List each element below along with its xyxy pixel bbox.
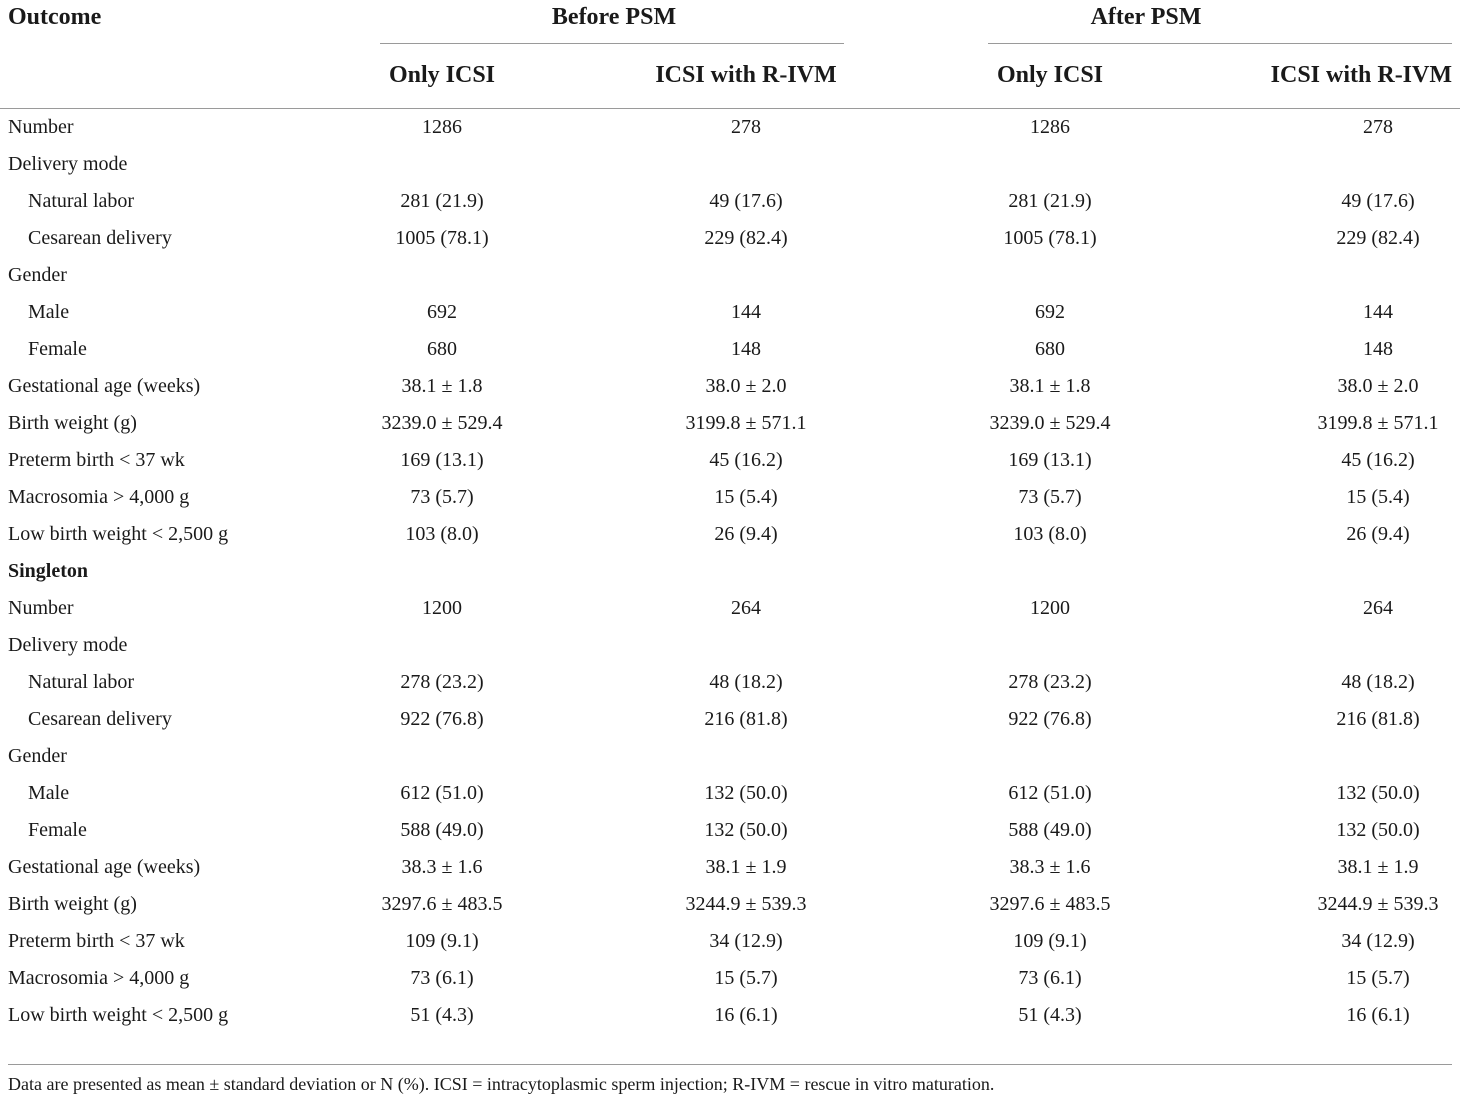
- table-cell: [290, 738, 594, 775]
- table-cell: 73 (6.1): [410, 967, 474, 989]
- table-row: [0, 294, 1460, 331]
- table-row: [0, 516, 1460, 553]
- table-cell: 51 (4.3): [410, 1004, 474, 1026]
- table-cell: 38.1 ± 1.9: [1337, 856, 1419, 878]
- before-psm-rule: [380, 43, 844, 44]
- table-header: [0, 0, 1460, 109]
- row-label: Number: [8, 116, 74, 138]
- table-cell: 264: [1363, 597, 1393, 619]
- table-row: [0, 701, 1460, 738]
- table-cell: [898, 146, 1202, 183]
- table-row: [0, 405, 1460, 442]
- table-cell: 132 (50.0): [1336, 782, 1420, 804]
- row-label: Female: [28, 338, 87, 360]
- table-cell: 588 (49.0): [1008, 819, 1092, 841]
- table-cell: 15 (5.7): [714, 967, 778, 989]
- table-cell: [1249, 627, 1460, 664]
- table-cell: 3199.8 ± 571.1: [1317, 412, 1439, 434]
- col-header-before-only-icsi: Only ICSI: [290, 42, 594, 109]
- table-cell: [594, 257, 898, 294]
- table-row: [0, 220, 1460, 257]
- row-label: Birth weight (g): [8, 412, 137, 434]
- header-column-row: [0, 42, 1460, 109]
- row-label: Gestational age (weeks): [8, 375, 201, 397]
- table-row: [0, 553, 1460, 590]
- table-cell: 132 (50.0): [704, 782, 788, 804]
- table-row: [0, 109, 1460, 147]
- table-cell: 1005 (78.1): [1003, 227, 1097, 249]
- table-cell: 148: [1363, 338, 1393, 360]
- table-cell: 38.3 ± 1.6: [401, 856, 483, 878]
- table-cell: [898, 627, 1202, 664]
- table-row: [0, 183, 1460, 220]
- table-cell: 132 (50.0): [704, 819, 788, 841]
- table-cell: 48 (18.2): [1341, 671, 1415, 693]
- table-cell: 26 (9.4): [1346, 523, 1410, 545]
- table-row: [0, 775, 1460, 812]
- table-cell: 45 (16.2): [709, 449, 783, 471]
- row-label: Gender: [8, 745, 67, 767]
- table-cell: [1249, 146, 1460, 183]
- table-cell: 3239.0 ± 529.4: [989, 412, 1111, 434]
- table-cell: [290, 146, 594, 183]
- before-psm-label: Before PSM: [551, 4, 677, 30]
- table-cell: 15 (5.7): [1346, 967, 1410, 989]
- table-cell: 3244.9 ± 539.3: [685, 893, 807, 915]
- table-cell: 692: [1035, 301, 1065, 323]
- row-label: Cesarean delivery: [28, 227, 172, 249]
- table-cell: 588 (49.0): [400, 819, 484, 841]
- table-cell: 34 (12.9): [709, 930, 783, 952]
- table-body: [0, 109, 1460, 1035]
- table-row: [0, 960, 1460, 997]
- table-cell: 3199.8 ± 571.1: [685, 412, 807, 434]
- table-cell: [594, 738, 898, 775]
- row-label: Delivery mode: [8, 634, 128, 656]
- table-cell: 38.0 ± 2.0: [1337, 375, 1419, 397]
- table-cell: [898, 553, 1202, 590]
- table-row: [0, 997, 1460, 1034]
- table-cell: 3244.9 ± 539.3: [1317, 893, 1439, 915]
- table-cell: 278: [731, 116, 761, 138]
- table-cell: [1249, 553, 1460, 590]
- table-cell: 16 (6.1): [714, 1004, 778, 1026]
- table-cell: 278 (23.2): [1008, 671, 1092, 693]
- table-cell: 281 (21.9): [1008, 190, 1092, 212]
- table-cell: 278 (23.2): [400, 671, 484, 693]
- row-label: Gender: [8, 264, 67, 286]
- table-cell: 109 (9.1): [1013, 930, 1087, 952]
- table-row: [0, 738, 1460, 775]
- table-row: [0, 479, 1460, 516]
- outcome-header-spacer: [0, 42, 290, 109]
- table-cell: [594, 553, 898, 590]
- table-row: [0, 849, 1460, 886]
- col-header-before-icsi-rivm: ICSI with R-IVM: [594, 42, 898, 109]
- table-cell: 15 (5.4): [1346, 486, 1410, 508]
- before-psm-group-header: [290, 0, 898, 42]
- table-cell: 922 (76.8): [400, 708, 484, 730]
- table-cell: 48 (18.2): [709, 671, 783, 693]
- after-psm-rule: [988, 43, 1452, 44]
- table-row: [0, 590, 1460, 627]
- table-cell: 16 (6.1): [1346, 1004, 1410, 1026]
- table-row: [0, 368, 1460, 405]
- table-row: [0, 812, 1460, 849]
- table-cell: 680: [427, 338, 457, 360]
- table-cell: 49 (17.6): [709, 190, 783, 212]
- row-label: Delivery mode: [8, 153, 128, 175]
- table-cell: 1286: [1030, 116, 1070, 138]
- table-footnote: Data are presented as mean ± standard deviation or N (%). ICSI = intracytoplasmic sperm injection; R-IVM = rescue in vitro maturation.: [8, 1074, 995, 1094]
- row-label: Birth weight (g): [8, 893, 137, 915]
- table-cell: [898, 257, 1202, 294]
- table-cell: 38.1 ± 1.9: [705, 856, 787, 878]
- table-cell: 1200: [1030, 597, 1070, 619]
- table-cell: [594, 146, 898, 183]
- table-cell: 169 (13.1): [400, 449, 484, 471]
- row-label: Male: [28, 301, 70, 323]
- header-group-row: [0, 0, 1460, 42]
- outcome-column-header: Outcome: [8, 4, 102, 30]
- table-cell: 216 (81.8): [704, 708, 788, 730]
- footnote-rule: [8, 1064, 1452, 1065]
- table-cell: 1286: [422, 116, 462, 138]
- table-cell: 264: [731, 597, 761, 619]
- table-cell: 148: [731, 338, 761, 360]
- table-cell: 73 (5.7): [410, 486, 474, 508]
- section-heading: Singleton: [8, 560, 89, 582]
- row-label: Macrosomia > 4,000 g: [8, 967, 190, 989]
- table-cell: 73 (5.7): [1018, 486, 1082, 508]
- row-label: Cesarean delivery: [28, 708, 172, 730]
- table-cell: 38.1 ± 1.8: [1009, 375, 1091, 397]
- table-cell: 229 (82.4): [704, 227, 788, 249]
- row-label: Natural labor: [28, 190, 135, 212]
- table-cell: 73 (6.1): [1018, 967, 1082, 989]
- table-cell: 34 (12.9): [1341, 930, 1415, 952]
- table-row: [0, 923, 1460, 960]
- table-cell: 922 (76.8): [1008, 708, 1092, 730]
- table-row: [0, 664, 1460, 701]
- table-cell: 1200: [422, 597, 462, 619]
- row-label: Number: [8, 597, 74, 619]
- table-cell: 612 (51.0): [400, 782, 484, 804]
- table-cell: 278: [1363, 116, 1393, 138]
- table-cell: [290, 627, 594, 664]
- table-cell: 692: [427, 301, 457, 323]
- table-row: [0, 331, 1460, 368]
- row-label: Natural labor: [28, 671, 135, 693]
- table-row: [0, 627, 1460, 664]
- table-cell: 26 (9.4): [714, 523, 778, 545]
- table-cell: 144: [731, 301, 761, 323]
- table-cell: 281 (21.9): [400, 190, 484, 212]
- row-label: Female: [28, 819, 87, 841]
- row-label: Low birth weight < 2,500 g: [8, 1004, 229, 1026]
- row-label: Male: [28, 782, 70, 804]
- row-label: Preterm birth < 37 wk: [8, 449, 185, 471]
- table-cell: 680: [1035, 338, 1065, 360]
- table-cell: 3239.0 ± 529.4: [381, 412, 503, 434]
- table-row: [0, 257, 1460, 294]
- table-cell: 216 (81.8): [1336, 708, 1420, 730]
- table-cell: [898, 738, 1202, 775]
- row-label: Macrosomia > 4,000 g: [8, 486, 190, 508]
- table-cell: 229 (82.4): [1336, 227, 1420, 249]
- after-psm-label: After PSM: [1090, 4, 1202, 30]
- table-cell: 15 (5.4): [714, 486, 778, 508]
- table-cell: [594, 627, 898, 664]
- table-cell: [290, 257, 594, 294]
- table-cell: 45 (16.2): [1341, 449, 1415, 471]
- table-cell: 103 (8.0): [1013, 523, 1087, 545]
- table-cell: 3297.6 ± 483.5: [381, 893, 503, 915]
- table-cell: 103 (8.0): [405, 523, 479, 545]
- table-cell: 144: [1363, 301, 1393, 323]
- row-label: Preterm birth < 37 wk: [8, 930, 185, 952]
- after-psm-group-header: [898, 0, 1460, 42]
- table-cell: 38.1 ± 1.8: [401, 375, 483, 397]
- table-cell: 3297.6 ± 483.5: [989, 893, 1111, 915]
- table-cell: 169 (13.1): [1008, 449, 1092, 471]
- table-cell: [1249, 738, 1460, 775]
- table-cell: [1249, 257, 1460, 294]
- table-row: [0, 886, 1460, 923]
- table-cell: [290, 553, 594, 590]
- table-cell: 132 (50.0): [1336, 819, 1420, 841]
- table-row: [0, 146, 1460, 183]
- row-label: Gestational age (weeks): [8, 856, 201, 878]
- table-cell: 1005 (78.1): [395, 227, 489, 249]
- table-cell: 51 (4.3): [1018, 1004, 1082, 1026]
- table-cell: 109 (9.1): [405, 930, 479, 952]
- row-label: Low birth weight < 2,500 g: [8, 523, 229, 545]
- table-cell: 38.3 ± 1.6: [1009, 856, 1091, 878]
- col-header-after-only-icsi: Only ICSI: [898, 42, 1202, 109]
- table-row: [0, 442, 1460, 479]
- table-cell: 38.0 ± 2.0: [705, 375, 787, 397]
- table-cell: 49 (17.6): [1341, 190, 1415, 212]
- table-cell: 612 (51.0): [1008, 782, 1092, 804]
- col-header-after-icsi-rivm: ICSI with R-IVM: [1202, 42, 1460, 109]
